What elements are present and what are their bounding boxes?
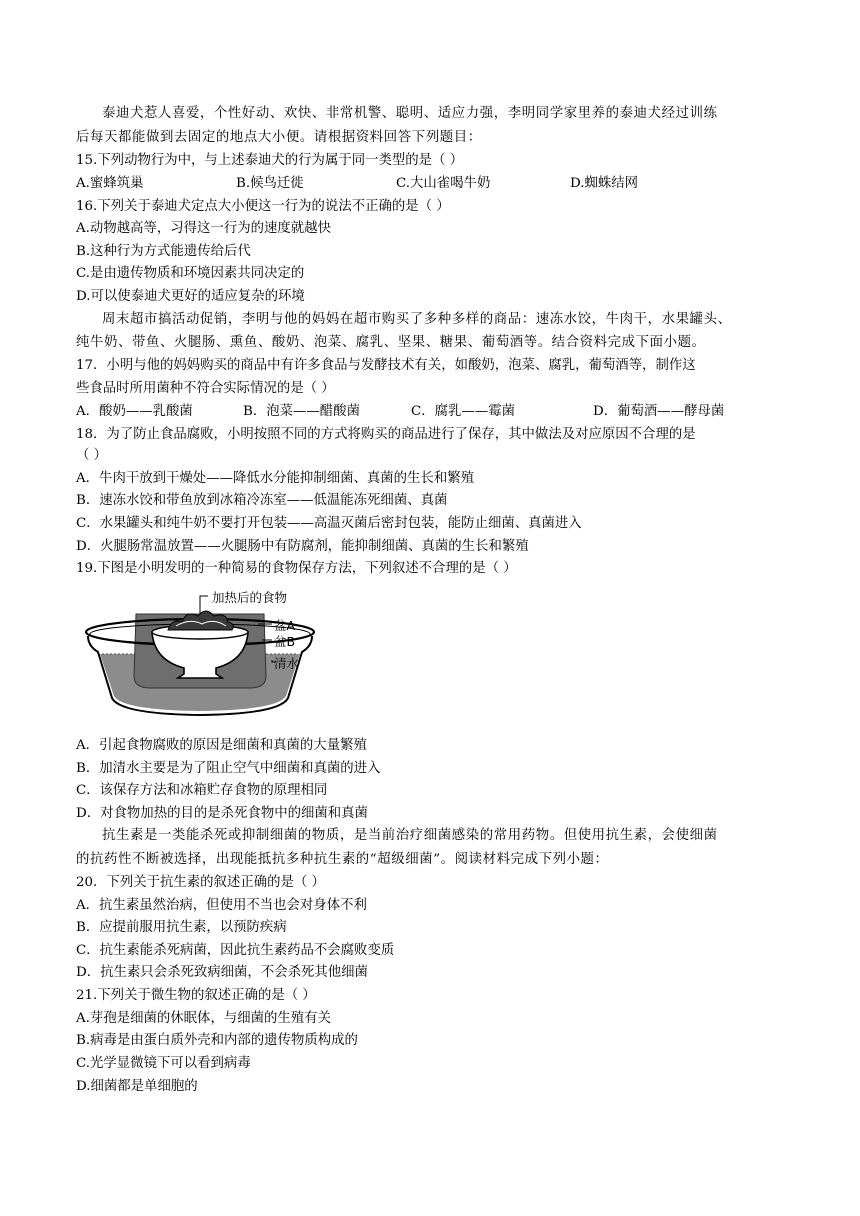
question-20-stem: 20．下列关于抗生素的叙述正确的是（ ）: [76, 875, 325, 890]
label-basin-b: 盆B: [274, 634, 296, 649]
q18-option-d: D．火腿肠常温放置——火腿肠中有防腐剂，能抑制细菌、真菌的生长和繁殖: [76, 539, 529, 554]
intro-passage-line: 后每天都能做到去固定的地点大小便。请根据资料回答下列题目：: [76, 130, 482, 145]
intro-passage-line: 抗生素是一类能杀死或抑制细菌的物质，是当前治疗细菌感染的常用药物。但使用抗生素，会使细菌: [102, 828, 718, 843]
q18-option-c: C．水果罐头和纯牛奶不要打开包装——高温灭菌后密封包装，能防止细菌、真菌进入: [76, 516, 582, 531]
q21-option-b: B.病毒是由蛋白质外壳和内部的遗传物质构成的: [76, 1033, 358, 1048]
q17-option-c: C．腐乳——霉菌: [411, 404, 515, 419]
q16-option-b: B.这种行为方式能遗传给后代: [76, 244, 251, 259]
q17-option-d: D．葡萄酒——酵母菌: [593, 404, 725, 419]
q15-option-c: C.大山雀喝牛奶: [396, 176, 491, 191]
q20-option-a: A．抗生素虽然治病，但使用不当也会对身体不利: [76, 898, 367, 913]
q21-option-a: A.芽孢是细菌的休眠体，与细菌的生殖有关: [76, 1011, 331, 1026]
question-19-stem: 19.下图是小明发明的一种简易的食物保存方法，下列叙述不合理的是（ ）: [76, 561, 517, 576]
q19-option-a: A．引起食物腐败的原因是细菌和真菌的大量繁殖: [76, 738, 367, 753]
label-heated-food: 加热后的食物: [212, 590, 288, 605]
q17-option-b: B．泡菜——醋酸菌: [243, 404, 360, 419]
label-basin-a: 盆A: [274, 618, 296, 633]
q19-option-c: C．该保存方法和冰箱贮存食物的原理相同: [76, 783, 328, 798]
question-18-stem: 18．为了防止食品腐败，小明按照不同的方式将购买的商品进行了保存，其中做法及对应原因不合理的是: [76, 427, 696, 442]
q19-option-d: D．对食物加热的目的是杀死食物中的细菌和真菌: [76, 806, 368, 821]
label-clear-water: 清水: [274, 656, 300, 671]
question-21-stem: 21.下列关于微生物的叙述正确的是（ ）: [76, 988, 316, 1003]
q19-option-b: B．加清水主要是为了阻止空气中细菌和真菌的进入: [76, 761, 381, 776]
q18-option-b: B．速冻水饺和带鱼放到冰箱冷冻室——低温能冻死细菌、真菌: [76, 493, 448, 508]
q20-option-d: D．抗生素只会杀死致病细菌，不会杀死其他细菌: [76, 965, 368, 980]
q15-option-a: A.蜜蜂筑巢: [76, 176, 144, 191]
q21-option-d: D.细菌都是单细胞的: [76, 1079, 198, 1094]
intro-passage-line: 泰迪犬惹人喜爱，个性好动、欢快、非常机警、聪明、适应力强，李明同学家里养的泰迪犬经过训练: [102, 106, 718, 121]
q18-option-a: A．牛肉干放到干燥处——降低水分能抑制细菌、真菌的生长和繁殖: [76, 471, 474, 486]
q15-option-b: B.候鸟迁徙: [236, 176, 304, 191]
intro-passage-line: 纯牛奶、带鱼、火腿肠、熏鱼、酸奶、泡菜、腐乳、坚果、糖果、葡萄酒等。结合资料完成下面小题。: [76, 335, 706, 350]
q21-option-c: C.光学显微镜下可以看到病毒: [76, 1056, 251, 1071]
intro-passage-line: 的抗药性不断被选择，出现能抵抗多种抗生素的“超级细菌”。阅读材料完成下列小题：: [76, 852, 609, 867]
question-17-stem: 17．小明与他的妈妈购买的商品中有许多食品与发酵技术有关，如酸奶，泡菜、腐乳，葡萄酒等，制作这: [76, 358, 696, 373]
question-15-stem: 15.下列动物行为中，与上述泰迪犬的行为属于同一类型的是（ ）: [76, 153, 464, 168]
question-17-stem-cont: 些食品时所用菌种不符合实际情况的是（ ）: [76, 381, 335, 396]
q20-option-b: B．应提前服用抗生素，以预防疾病: [76, 920, 287, 935]
question-18-stem-cont: （ ）: [76, 448, 108, 463]
q16-option-c: C.是由遗传物质和环境因素共同决定的: [76, 266, 305, 281]
q15-option-d: D.蜘蛛结网: [570, 176, 639, 191]
diagram-svg: [80, 588, 320, 718]
question-16-stem: 16.下列关于泰迪犬定点大小便这一行为的说法不正确的是（ ）: [76, 199, 450, 214]
q20-option-c: C．抗生素能杀死病菌，因此抗生素药品不会腐败变质: [76, 943, 395, 958]
food-preservation-diagram: [80, 588, 320, 718]
q17-option-a: A．酸奶——乳酸菌: [76, 404, 193, 419]
q16-option-d: D.可以使泰迪犬更好的适应复杂的环境: [76, 289, 305, 304]
q16-option-a: A.动物越高等，习得这一行为的速度就越快: [76, 221, 331, 236]
intro-passage-line: 周末超市搞活动促销，李明与他的妈妈在超市购买了多种多样的商品：速冻水饺，牛肉干，水果罐头、: [102, 312, 732, 327]
